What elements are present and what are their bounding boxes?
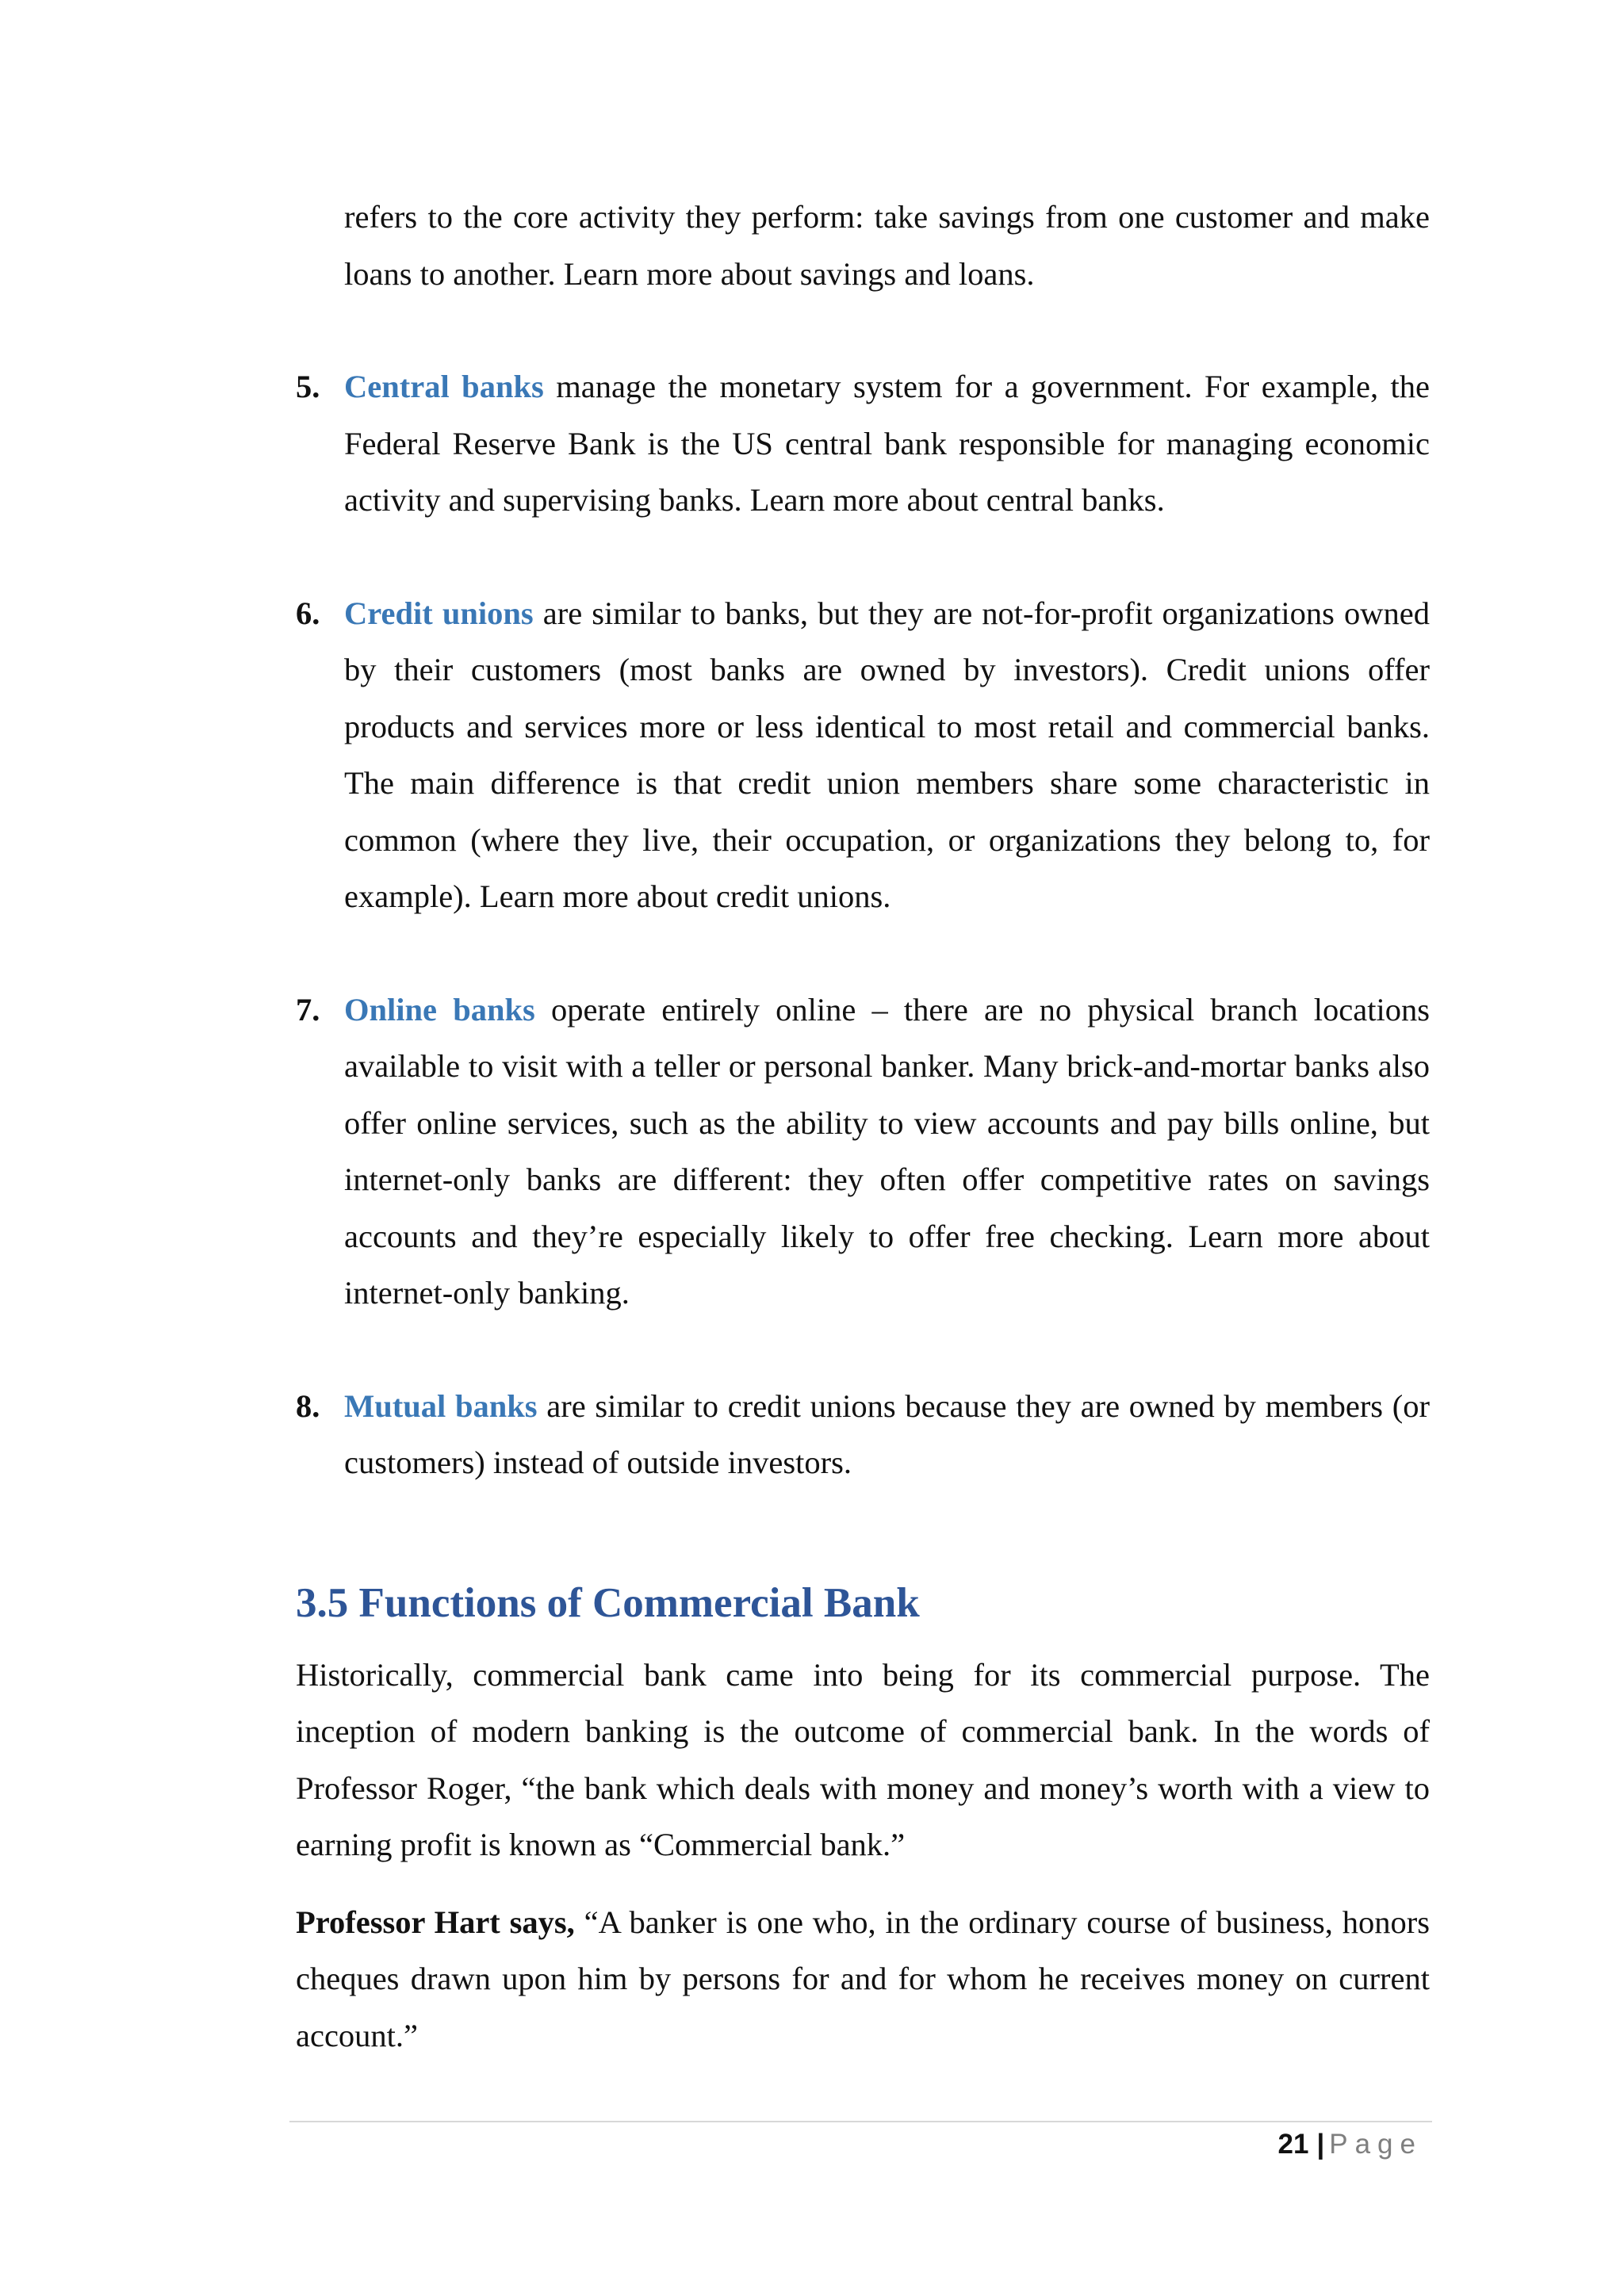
list-item-credit-unions (296, 585, 1430, 925)
list-item-text: operate entirely online – there are no physical branch locations available to visit with a teller or personal banker. Many brick-and-mortar banks also offer online services, such as the ability to view accounts and pay bills online, but internet-only banks are different: they often offer competitive rates on savings accounts and they’re especially likely to offer free checking. Learn more about internet-only banking. (344, 991, 1430, 1311)
list-item-online-banks (296, 982, 1430, 1322)
footer-divider (289, 2121, 1432, 2122)
section-heading: 3.5 Functions of Commercial Bank (296, 1579, 920, 1626)
paragraph-lead: Professor Hart says, (296, 1904, 575, 1940)
list-item-mutual-banks (296, 1378, 1430, 1491)
list-item-number: 5. (296, 369, 320, 404)
list-item-term: Central banks (344, 369, 544, 404)
list-item-text: are similar to credit unions because they are owned by members (or customers) instead of outside investors. (344, 1387, 1430, 1480)
list-item-number: 7. (296, 991, 320, 1027)
list-item-central-banks (296, 358, 1430, 529)
paragraph-historically: Historically, commercial bank came into being for its commercial purpose. The inception of modern banking is the outcome of commercial bank. In the words of Professor Roger, “the bank which deals with money and money’s worth with a view to earning profit is known as “Commercial bank.” (296, 1656, 1430, 1862)
list-item-number: 6. (296, 595, 320, 631)
page-content (296, 189, 1430, 2064)
page-label: Page (1329, 2129, 1423, 2160)
paragraph-professor-hart (296, 1894, 1430, 2064)
list-item-text: manage the monetary system for a government. For example, the Federal Reserve Bank is the US central bank responsible for managing economic activity and supervising banks. Learn more about central banks. (344, 369, 1431, 518)
list-item-term: Online banks (344, 991, 535, 1027)
page-number: 21 (1277, 2129, 1309, 2160)
list-item-term: Credit unions (344, 595, 534, 631)
paragraph-text: “A banker is one who, in the ordinary course of business, honors cheques drawn upon him by persons for and for whom he receives money on current account.” (296, 1904, 1430, 2053)
page-footer (1278, 2127, 1423, 2162)
list-item-text: are similar to banks, but they are not-for-profit organizations owned by their customers (most banks are owned by investors). Credit unions offer products and services more or less identical to most retail and commercial banks. The main difference is that credit union members share some characteristic in common (where they live, their occupation, or organizations they belong to, for example). Learn more about credit unions. (344, 595, 1430, 914)
list-item-term: Mutual banks (344, 1387, 538, 1424)
list-item-text: refers to the core activity they perform: take savings from one customer and make loans to another. Learn more about savings and loans. (344, 199, 1430, 292)
list-item-continuation (296, 189, 1430, 302)
footer-separator: | (1316, 2129, 1325, 2160)
list-item-number: 8. (296, 1387, 320, 1424)
